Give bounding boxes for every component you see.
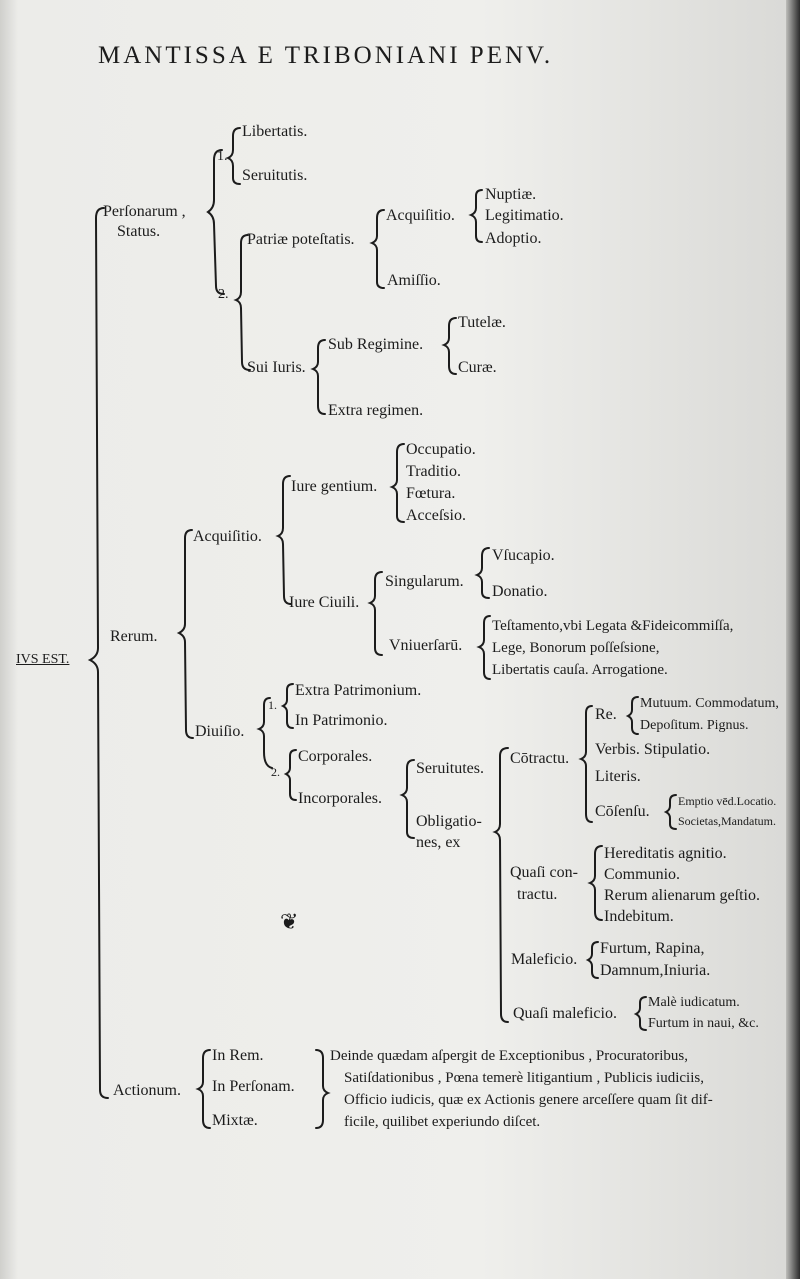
- rerum-label: Rerum.: [110, 628, 158, 645]
- rerum-alienarum: Rerum alienarum geſtio.: [604, 887, 760, 904]
- emptio: Emptio vēd.Locatio.: [678, 794, 777, 808]
- quasi-contractu-line1: Quaſi con-: [510, 864, 578, 881]
- seruitutes: Seruitutes.: [416, 760, 484, 777]
- vniuersaru: Vniuerſarū.: [389, 637, 463, 654]
- curae: Curæ.: [458, 359, 497, 376]
- page-title: MANTISSA E TRIBONIANI PENV.: [98, 42, 554, 69]
- adoptio: Adoptio.: [485, 230, 542, 247]
- actionum-label: Actionum.: [113, 1082, 181, 1099]
- male-iudicatum: Malè iudicatum.: [648, 995, 740, 1010]
- furtum-naui: Furtum in naui, &c.: [648, 1016, 759, 1031]
- damnum: Damnum,Iniuria.: [600, 962, 711, 979]
- testamento: Teſtamento,vbi Legata &Fideicommiſſa,: [492, 618, 734, 634]
- page-gutter-shadow: [786, 0, 800, 1279]
- furtum-rapina: Furtum, Rapina,: [600, 940, 705, 957]
- in-rem: In Rem.: [212, 1047, 264, 1064]
- patriae-potestatis: Patriæ poteſtatis.: [247, 231, 355, 248]
- indebitum: Indebitum.: [604, 908, 674, 925]
- fleuron-ornament: ❦: [280, 909, 299, 934]
- extra-regimen: Extra regimen.: [328, 402, 424, 419]
- corporales: Corporales.: [298, 748, 373, 765]
- seruitutis: Seruitutis.: [242, 167, 308, 184]
- quasi-maleficio: Quaſi maleficio.: [513, 1005, 617, 1022]
- actions-note-line1: Deinde quædam aſpergit de Exceptionibus , Procuratoribus,: [330, 1048, 688, 1064]
- vsucapio: Vſucapio.: [492, 547, 555, 564]
- traditio: Traditio.: [406, 463, 461, 480]
- number-1: 1.: [217, 149, 228, 164]
- status-label: Status.: [117, 223, 161, 240]
- consensu: Cōſenſu.: [595, 803, 650, 820]
- root-label: IVS EST.: [16, 652, 70, 667]
- obligationes-line1: Obligatio-: [416, 813, 482, 830]
- contractu: Cōtractu.: [510, 750, 570, 767]
- occupatio: Occupatio.: [406, 441, 476, 458]
- division-number-2: 2.: [271, 765, 280, 779]
- foetura: Fœtura.: [406, 485, 456, 502]
- accessio: Acceſsio.: [406, 507, 466, 524]
- quasi-contractu-line2: tractu.: [517, 886, 558, 903]
- tutelae: Tutelæ.: [458, 314, 506, 331]
- donatio: Donatio.: [492, 583, 548, 600]
- actions-note-line4: ficile, quilibet experiundo diſcet.: [344, 1114, 541, 1130]
- depositum: Depoſitum. Pignus.: [640, 718, 749, 733]
- division-number-1: 1.: [268, 698, 277, 712]
- obligationes-line2: nes, ex: [416, 834, 461, 851]
- re: Re.: [595, 706, 617, 723]
- iure-gentium: Iure gentium.: [291, 478, 378, 495]
- libertatis: Libertatis.: [242, 123, 308, 140]
- maleficio: Maleficio.: [511, 951, 578, 968]
- societas: Societas,Mandatum.: [678, 814, 776, 828]
- iure-ciuili: Iure Ciuili.: [289, 594, 360, 611]
- lege: Lege, Bonorum poſſeſsione,: [492, 640, 660, 656]
- mixtae: Mixtæ.: [212, 1112, 258, 1129]
- actions-note-line2: Satiſdationibus , Pœna temerè litigantium , Publicis iudiciis,: [344, 1070, 704, 1086]
- number-2: 2.: [218, 287, 229, 302]
- hereditatis: Hereditatis agnitio.: [604, 845, 727, 862]
- nuptiae: Nuptiæ.: [485, 186, 537, 203]
- singularum: Singularum.: [385, 573, 464, 590]
- actions-note-line3: Officio iudicis, quæ ex Actionis genere arceſſere quam ſit dif-: [344, 1092, 713, 1108]
- amissio: Amiſſio.: [387, 272, 441, 289]
- in-patrimonio: In Patrimonio.: [295, 712, 388, 729]
- verbis: Verbis. Stipulatio.: [595, 741, 711, 758]
- literis: Literis.: [595, 768, 641, 785]
- incorporales: Incorporales.: [298, 790, 382, 807]
- extra-patrimonium: Extra Patrimonium.: [295, 682, 422, 699]
- in-personam: In Perſonam.: [212, 1078, 295, 1095]
- libertatis-causa: Libertatis cauſa. Arrogatione.: [492, 662, 668, 678]
- sub-regimine: Sub Regimine.: [328, 336, 424, 353]
- legitimatio: Legitimatio.: [485, 207, 564, 224]
- acquisitio-rerum: Acquiſitio.: [193, 528, 262, 545]
- sui-iuris: Sui Iuris.: [247, 359, 306, 376]
- mutuum: Mutuum. Commodatum,: [640, 696, 779, 711]
- personarum-label: Perſonarum ,: [103, 203, 186, 220]
- acquisitio-personarum: Acquiſitio.: [386, 207, 455, 224]
- diuisio: Diuiſio.: [195, 723, 245, 740]
- communio: Communio.: [604, 866, 681, 883]
